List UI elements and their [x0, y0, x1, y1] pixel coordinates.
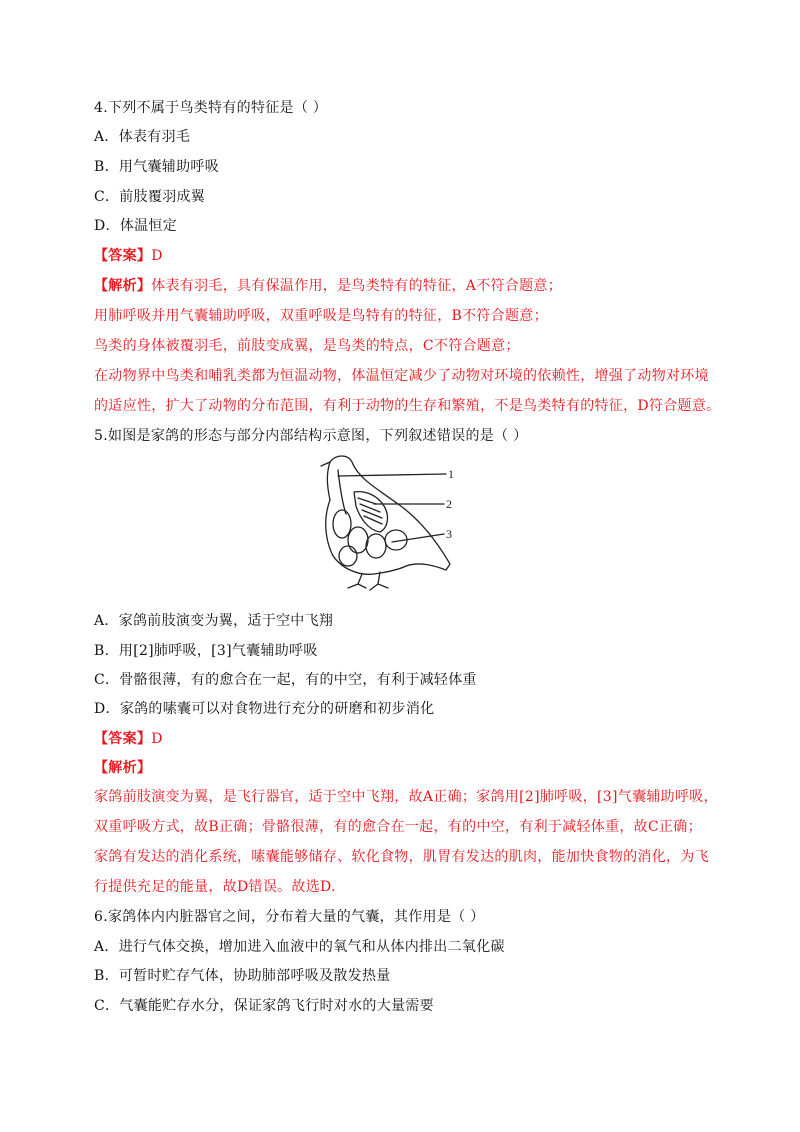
pigeon-figure: [318, 452, 468, 594]
pigeon-belly: [326, 462, 406, 574]
analysis-tag: 【解析】: [94, 278, 152, 294]
pigeon-back: [352, 462, 450, 570]
question-4-analysis-line: [94, 276, 562, 296]
analysis-text: 体表有羽毛，具有保温作用，是鸟类特有的特征，A不符合题意；: [151, 278, 563, 294]
question-4-option-c: C．前肢覆羽成翼: [94, 189, 206, 205]
question-5-option-b: B．用[2]肺呼吸，[3]气囊辅助呼吸: [94, 643, 318, 659]
question-6-option-c: C．气囊能贮存水分，保证家鸽飞行时对水的大量需要: [94, 998, 434, 1014]
question-4-option-d: D．体温恒定: [94, 218, 178, 234]
label-1: 1: [448, 467, 454, 481]
answer-tag: 【答案】: [94, 248, 152, 264]
pigeon-air-sac: [348, 527, 368, 553]
label-3-pointer: [392, 534, 444, 542]
question-5-analysis-tag: [94, 758, 151, 778]
question-5-stem: 5.如图是家鸽的形态与部分内部结构示意图，下列叙述错误的是（ ）: [94, 428, 528, 444]
label-2: 2: [446, 497, 452, 511]
question-5-analysis-line: 家鸽有发达的消化系统，嗉囊能够储存、软化食物，肌胃有发达的肌肉，能加快食物的消化，为飞: [94, 849, 709, 865]
question-6-option-a: A．进行气体交换，增加进入血液中的氧气和从体内排出二氧化碳: [94, 939, 505, 955]
question-6-option-b: B．可暂时贮存气体，协助肺部呼吸及散发热量: [94, 968, 391, 984]
question-4-analysis-line: 用肺呼吸并用气囊辅助呼吸，双重呼吸是鸟特有的特征，B不符合题意；: [94, 308, 548, 324]
label-3: 3: [446, 527, 452, 541]
pigeon-head: [330, 456, 352, 462]
question-5-analysis-line: 家鸽前肢演变为翼，是飞行器官，适于空中飞翔，故A正确；家鸽用[2]肺呼吸，[3]气囊辅助呼吸，: [94, 789, 718, 805]
question-5-answer: [94, 729, 163, 749]
question-4-analysis-line: 在动物界中鸟类和哺乳类都为恒温动物，体温恒定减少了动物对环境的依赖性，增强了动物对环境: [94, 368, 709, 384]
analysis-tag: 【解析】: [94, 760, 152, 776]
question-5-option-a: A．家鸽前肢演变为翼，适于空中飞翔: [94, 613, 334, 629]
question-4-option-b: B．用气囊辅助呼吸: [94, 159, 219, 175]
question-4-stem: 4.下列不属于鸟类特有的特征是（ ）: [94, 100, 328, 116]
answer-tag: 【答案】: [94, 731, 152, 747]
question-5-option-d: D．家鸽的嗉囊可以对食物进行充分的研磨和初步消化: [94, 701, 435, 717]
question-4-analysis-line: 鸟类的身体被覆羽毛，前肢变成翼，是鸟类的特点，C不符合题意；: [94, 338, 520, 354]
question-5-option-c: C．骨骼很薄，有的愈合在一起，有的中空，有利于减轻体重: [94, 672, 477, 688]
question-5-analysis-line: 双重呼吸方式，故B正确；骨骼很薄，有的愈合在一起，有的中空，有利于减轻体重，故C正确；: [94, 819, 702, 835]
answer-value: D: [151, 731, 163, 747]
question-4-analysis-line: 的适应性，扩大了动物的分布范围，有利于动物的生存和繁殖，不是鸟类特有的特征，D符合题意。: [94, 398, 721, 414]
pigeon-air-sac: [333, 510, 351, 538]
question-5-analysis-line: 行提供充足的能量，故D错误。故选D.: [94, 879, 336, 895]
answer-value: D: [151, 248, 163, 264]
question-6-stem: 6.家鸽体内内脏器官之间，分布着大量的气囊，其作用是（ ）: [94, 909, 485, 925]
pigeon-lung-texture: [358, 498, 382, 524]
question-4-answer: [94, 246, 163, 266]
question-4-option-a: A．体表有羽毛: [94, 129, 191, 145]
pigeon-air-sac: [339, 546, 357, 566]
label-1-pointer: [338, 474, 446, 476]
pigeon-air-sac: [366, 534, 386, 558]
pigeon-leg-left: [348, 574, 366, 588]
